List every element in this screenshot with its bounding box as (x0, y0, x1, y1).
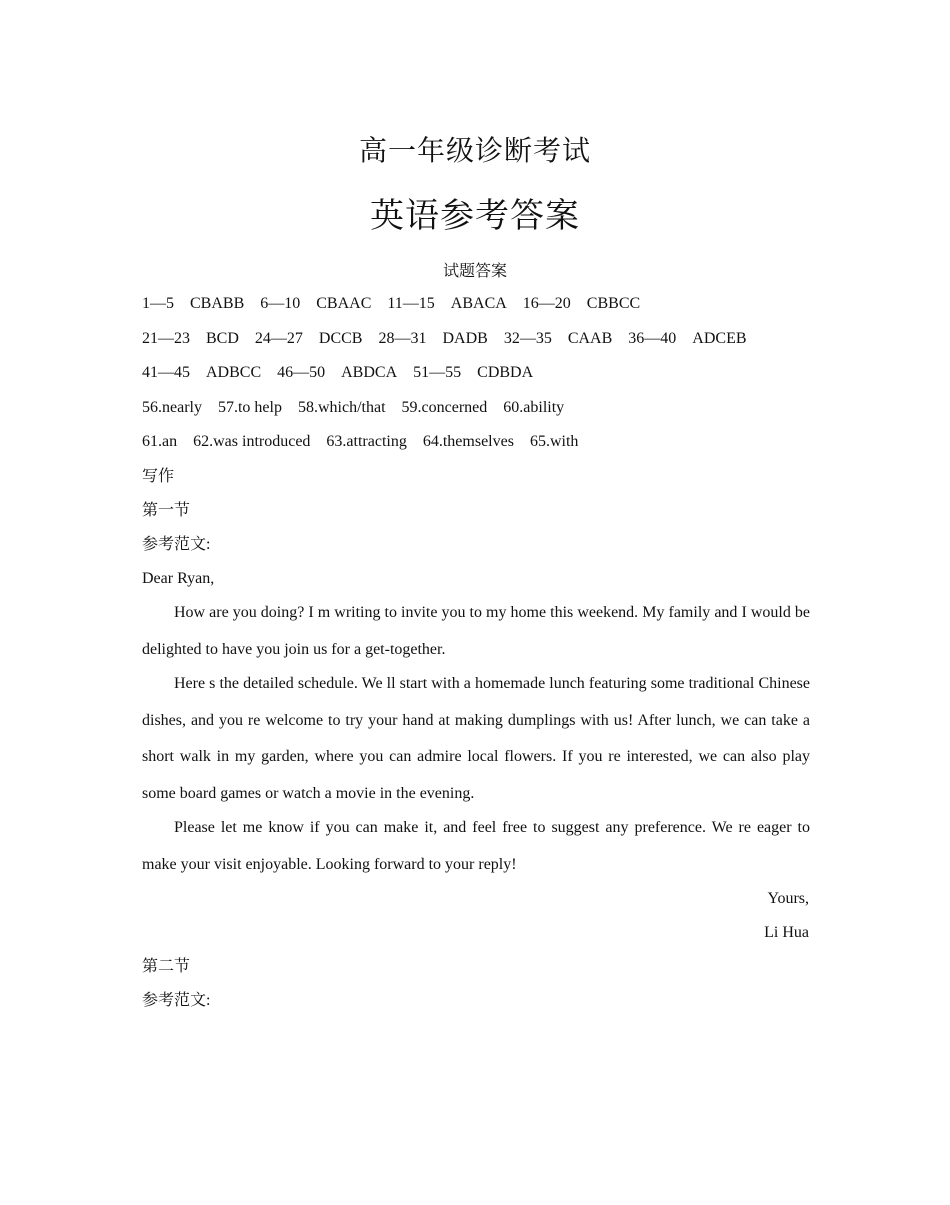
answer-range: 1—5 (142, 295, 174, 312)
answer-key: ABACA (450, 295, 507, 312)
answer-range: 6—10 (260, 295, 301, 312)
answer-key: ADCEB (692, 330, 747, 347)
fill-in-answer: 63.attracting (326, 433, 407, 450)
sample-label: 参考范文: (142, 536, 211, 553)
fill-in-answer: 61.an (142, 433, 178, 450)
subject-title: 英语参考答案 (370, 198, 580, 235)
answer-row-4 (142, 397, 564, 419)
answer-range: 41—45 (142, 364, 190, 381)
answer-key: CBAAC (316, 295, 372, 312)
answer-key: ADBCC (206, 364, 262, 381)
fill-in-answer: 60.ability (503, 399, 565, 416)
answer-key: CBABB (190, 295, 245, 312)
exam-title: 高一年级诊断考试 (358, 136, 591, 167)
answer-range: 36—40 (628, 330, 677, 347)
letter-paragraph-3: Please let me know if you can make it, and feel free to suggest any preference. We re eager to make your visit enjoyable. Looking forward to your reply! (142, 819, 810, 873)
fill-in-answer: 59.concerned (401, 399, 488, 416)
answer-key: ABDCA (341, 364, 398, 381)
answer-range: 28—31 (378, 330, 427, 347)
answer-range: 46—50 (277, 364, 326, 381)
answer-row-2 (142, 328, 747, 350)
fill-in-answer: 62.was introduced (193, 433, 311, 450)
part2-heading: 第二节 (142, 958, 191, 975)
letter-greeting: Dear Ryan, (142, 570, 215, 587)
fill-in-answer: 56.nearly (142, 399, 202, 416)
answer-range: 21—23 (142, 330, 190, 347)
answer-key: DCCB (318, 330, 363, 347)
answer-row-3 (142, 362, 533, 384)
section-label: 试题答案 (442, 263, 507, 280)
letter-paragraph-2: Here s the detailed schedule. We ll start with a homemade lunch featuring some traditional Chinese dishes, and you re welcome to try your hand at making dumplings with us! After lunch, we can take a short walk in my garden, where you can admire local flowers. If you re interested, we can also play some board games or watch a movie in the evening. (142, 675, 810, 802)
answer-range: 11—15 (387, 295, 435, 312)
answer-range: 51—55 (413, 364, 462, 381)
answer-range: 24—27 (254, 330, 303, 347)
answer-key: CAAB (567, 330, 613, 347)
letter-signature: Li Hua (764, 924, 809, 941)
answer-row-1 (142, 293, 640, 315)
part1-heading: 第一节 (142, 502, 191, 519)
letter-closing: Yours, (767, 890, 809, 907)
answer-key: CBBCC (586, 295, 641, 312)
answer-row-5 (142, 431, 578, 453)
answer-key: CDBDA (477, 364, 534, 381)
sample-label-2: 参考范文: (142, 992, 211, 1009)
answer-key: BCD (206, 330, 239, 347)
answer-range: 32—35 (503, 330, 552, 347)
fill-in-answer: 57.to help (217, 399, 282, 416)
writing-heading: 写作 (142, 468, 175, 485)
letter-paragraph-1: How are you doing? I m writing to invite you to my home this weekend. My family and I would be delighted to have you join us for a get-together. (142, 604, 810, 658)
answer-key: DADB (442, 330, 488, 347)
answer-range: 16—20 (522, 295, 571, 312)
fill-in-answer: 65.with (529, 433, 579, 450)
fill-in-answer: 64.themselves (422, 433, 514, 450)
fill-in-answer: 58.which/that (297, 399, 386, 416)
